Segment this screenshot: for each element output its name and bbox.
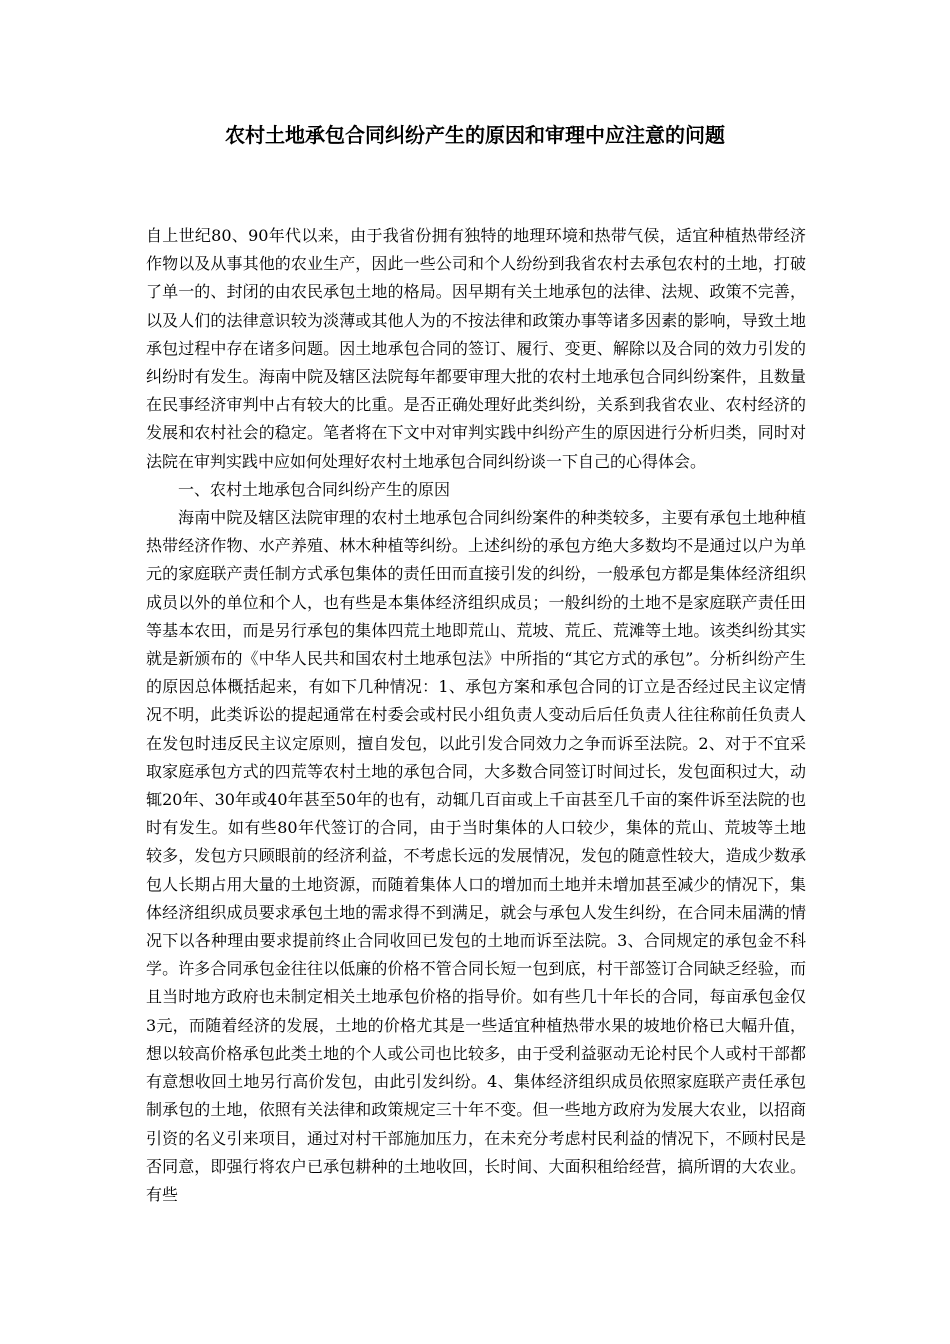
intro-paragraph: 自上世纪80、90年代以来，由于我省份拥有独特的地理环境和热带气侯，适宜种植热带经济作物以及从事其他的农业生产，因此一些公司和个人纷纷到我省农村去承包农村的土地，打破了单一的、封闭的由农民承包土地的格局。因早期有关土地承包的法律、法规、政策不完善，以及人们的法律意识较为淡薄或其他人为的不按法律和政策办事等诸多因素的影响，导致土地承包过程中存在诸多问题。因土地承包合同的签订、履行、变更、解除以及合同的效力引发的纠纷时有发生。海南中院及辖区法院每年都要审理大批的农村土地承包合同纠纷案件，且数量在民事经济审判中占有较大的比重。是否正确处理好此类纠纷，关系到我省农业、农村经济的发展和农村社会的稳定。笔者将在下文中对审判实践中纠纷产生的原因进行分析归类，同时对法院在审判实践中应如何处理好农村土地承包合同纠纷谈一下自己的心得体会。 [146, 226, 806, 471]
document-title: 农村土地承包合同纠纷产生的原因和审理中应注意的问题 [225, 123, 725, 147]
section-paragraph: 海南中院及辖区法院审理的农村土地承包合同纠纷案件的种类较多，主要有承包土地种植热带经济作物、水产养殖、林木种植等纠纷。上述纠纷的承包方绝大多数均不是通过以户为单元的家庭联产责任制方式承包集体的责任田而直接引发的纠纷，一般承包方都是集体经济组织成员以外的单位和个人，也有些是本集体经济组织成员；一般纠纷的土地不是家庭联产责任田等基本农田，而是另行承包的集体四荒土地即荒山、荒坡、荒丘、荒滩等土地。该类纠纷其实就是新颁布的《中华人民共和国农村土地承包法》中所指的“其它方式的承包”。分析纠纷产生的原因总体概括起来，有如下几种情况：1、承包方案和承包合同的订立是否经过民主议定情况不明，此类诉讼的提起通常在村委会或村民小组负责人变动后后任负责人往往称前任负责人在发包时违反民主议定原则，擅自发包，以此引发合同效力之争而诉至法院。2、对于不宜采取家庭承包方式的四荒等农村土地的承包合同，大多数合同签订时间过长，发包面积过大，动辄20年、30年或40年甚至50年的也有，动辄几百亩或上千亩甚至几千亩的案件诉至法院的也时有发生。如有些80年代签订的合同，由于当时集体的人口较少，集体的荒山、荒坡等土地较多，发包方只顾眼前的经济利益，不考虑长远的发展情况，发包的随意性较大，造成少数承包人长期占用大量的土地资源，而随着集体人口的增加而土地并未增加甚至减少的情况下，集体经济组织成员要求承包土地的需求得不到满足，就会与承包人发生纠纷，在合同未届满的情况下以各种理由要求提前终止合同收回已发包的土地而诉至法院。3、合同规定的承包金不科学。许多合同承包金往往以低廉的价格不管合同长短一包到底，村干部签订合同缺乏经验，而且当时地方政府也未制定相关土地承包价格的指导价。如有些几十年长的合同，每亩承包金仅3元，而随着经济的发展，土地的价格尤其是一些适宜种植热带水果的坡地价格已大幅升值，想以较高价格承包此类土地的个人或公司也比较多，由于受利益驱动无论村民个人或村干部都有意想收回土地另行高价发包，由此引发纠纷。4、集体经济组织成员依照家庭联产责任承包制承包的土地，依照有关法律和政策规定三十年不变。但一些地方政府为发展大农业，以招商引资的名义引来项目，通过对村干部施加压力，在未充分考虑村民利益的情况下，不顾村民是否同意，即强行将农户已承包耕种的土地收回，长时间、大面积租给经营，搞所谓的大农业。有些 [146, 508, 806, 1204]
document-body [146, 222, 806, 1209]
section-heading: 一、农村土地承包合同纠纷产生的原因 [178, 479, 451, 499]
